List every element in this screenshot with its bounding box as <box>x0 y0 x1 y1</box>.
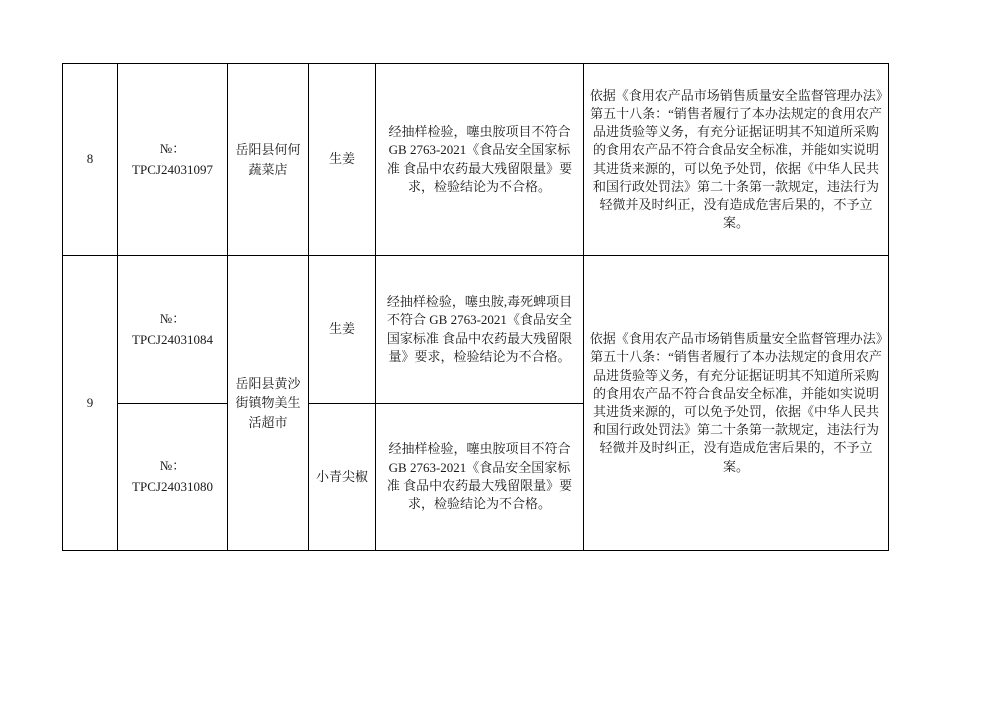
row8-sample-no-value: TPCJ24031097 <box>132 161 213 177</box>
table-row-8 <box>63 64 889 256</box>
row8-result-cell: 经抽样检验，噻虫胺项目不符合 GB 2763-2021《食品安全国家标准 食品中农药最大残留限量》要求，检验结论为不合格。 <box>376 64 584 256</box>
row9-legal-cell: 依据《食用农产品市场销售质量安全监督管理办法》第五十八条：“销售者履行了本办法规定的食用农产品进货验等义务，有充分证据证明其不知道所采购的食用农产品不符合食品安全标准，并能如实说明其进货来源的，可以免予处罚，依据《中华人民共和国行政处罚法》第二十条第一款规定，违法行为轻微并及时纠正，没有造成危害后果的，不予立案。 <box>584 256 889 551</box>
row8-product-cell: 生姜 <box>309 64 376 256</box>
violation-table <box>62 63 889 551</box>
row8-legal-cell: 依据《食用农产品市场销售质量安全监督管理办法》第五十八条：“销售者履行了本办法规定的食用农产品进货验等义务，有充分证据证明其不知道所采购的食用农产品不符合食品安全标准，并能如实说明其进货来源的，可以免予处罚，依据《中华人民共和国行政处罚法》第二十条第一款规定，违法行为轻微并及时纠正，没有造成危害后果的，不予立案。 <box>584 64 889 256</box>
row8-store-cell: 岳阳县何何蔬菜店 <box>228 64 309 256</box>
row9b-sample-no-cell <box>118 404 228 551</box>
row9a-result-cell: 经抽样检验，噻虫胺,毒死蜱项目不符合 GB 2763-2021《食品安全国家标准 食品中农药最大残留限量》要求，检验结论为不合格。 <box>376 256 584 404</box>
row9-number-cell: 9 <box>63 256 118 551</box>
row9a-sample-no-label: №： <box>159 310 186 326</box>
row9b-sample-no-value: TPCJ24031080 <box>132 479 213 494</box>
row8-sample-no-label: №： <box>159 140 186 156</box>
row9-store-cell: 岳阳县黄沙街镇物美生活超市 <box>228 256 309 551</box>
row8-number-cell: 8 <box>63 64 118 256</box>
row9b-result-cell: 经抽样检验，噻虫胺项目不符合 GB 2763-2021《食品安全国家标准 食品中农药最大残留限量》要求，检验结论为不合格。 <box>376 404 584 551</box>
row9b-product-cell: 小青尖椒 <box>309 404 376 551</box>
row9a-sample-no-cell <box>118 256 228 404</box>
row9a-sample-no-value: TPCJ24031084 <box>132 331 213 347</box>
row8-sample-no-cell <box>118 64 228 256</box>
row9b-sample-no-label: №： <box>159 458 186 474</box>
table-row-9a <box>63 256 889 404</box>
row9a-product-cell: 生姜 <box>309 256 376 404</box>
